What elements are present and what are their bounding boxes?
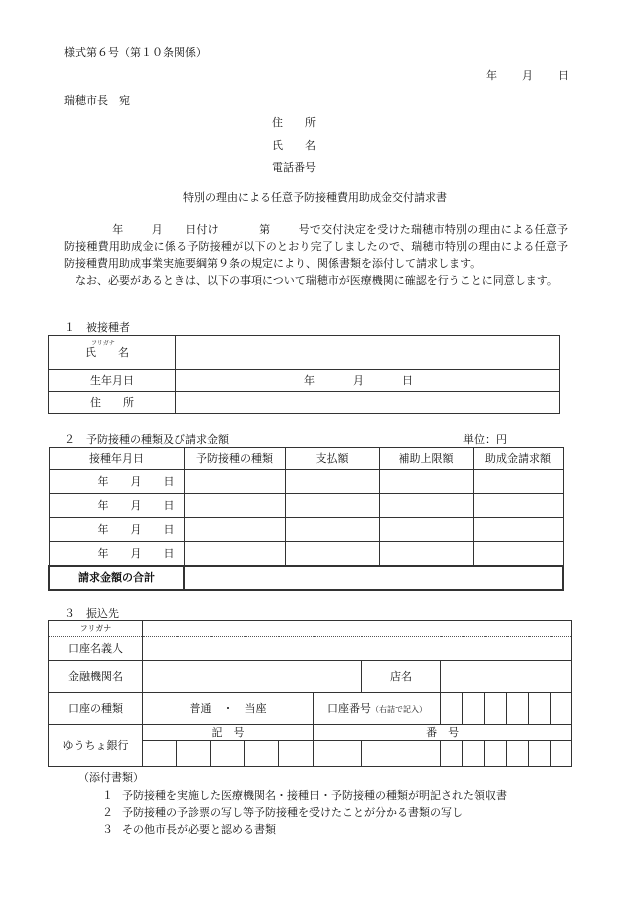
recipient-address-field[interactable] [176, 392, 560, 414]
applicant-phone-label: 電話番号 [272, 161, 316, 174]
bank-name-field[interactable] [143, 661, 362, 693]
bango-digit[interactable] [529, 741, 551, 767]
attachment-text-3: その他市長が必要と認める書類 [122, 823, 276, 836]
recipient-name-label [49, 336, 176, 370]
bango-digit[interactable] [507, 741, 529, 767]
row-limit[interactable] [379, 494, 473, 518]
applicant-address-label: 住 所 [272, 116, 316, 129]
row-request[interactable] [473, 542, 563, 566]
table-row [49, 494, 563, 518]
row-date[interactable]: 年 月 日 [49, 494, 184, 518]
bango-digit[interactable] [362, 741, 441, 767]
addressee: 瑞穂市長 宛 [64, 94, 130, 107]
date-year: 年 [486, 69, 497, 82]
table-row [49, 470, 563, 494]
bango-digit[interactable] [441, 741, 463, 767]
bank-furigana-label: フリガナ [49, 621, 143, 637]
dob-year-label: 年 [304, 374, 315, 387]
row-vaccine[interactable] [184, 542, 285, 566]
bango-digit[interactable] [551, 741, 572, 767]
row-limit[interactable] [379, 542, 473, 566]
attachment-num-1: １ [102, 789, 113, 802]
bank-table [48, 620, 572, 767]
kigo-header: 記 号 [143, 725, 314, 741]
account-digit[interactable] [441, 693, 463, 725]
header-vaccine-type: 予防接種の種類 [184, 448, 285, 470]
account-type-label: 口座の種類 [49, 693, 143, 725]
account-digit[interactable] [507, 693, 529, 725]
recipient-furigana: フリガナ [91, 340, 115, 347]
bank-furigana-field[interactable] [143, 621, 572, 637]
kigo-digit[interactable] [279, 741, 314, 767]
total-field[interactable] [184, 566, 563, 590]
dob-day-label: 日 [402, 374, 413, 387]
row-date[interactable]: 年 月 日 [49, 518, 184, 542]
header-subsidy-limit: 補助上限額 [379, 448, 473, 470]
unit-label: 単位：円 [463, 433, 507, 446]
attachment-text-1: 予防接種を実施した医療機関名・接種日・予防接種の種類が明記された領収書 [122, 789, 507, 802]
recipient-address-label: 住 所 [49, 392, 176, 414]
recipient-dob-field[interactable] [176, 370, 560, 392]
body-paragraph-1: 年 月 日付け 第 号で交付決定を受けた瑞穂市特別の理由による任意予防接種費用助成金に係る予防接種が以下のとおり完了しましたので、瑞穂市特別の理由による任意予防接種費用助成事業実施要綱第９条の規定により、関係書類を添付して請求します。 [64, 223, 569, 270]
date-day: 日 [558, 69, 569, 82]
section3-heading: ３ 振込先 [64, 607, 119, 620]
attachment-text-2: 予防接種の予診票の写し等予防接種を受けたことが分かる書類の写し [122, 806, 463, 819]
table-row [49, 542, 563, 566]
header-request-amount: 助成金請求額 [473, 448, 563, 470]
branch-field[interactable] [441, 661, 572, 693]
row-vaccine[interactable] [184, 494, 285, 518]
kigo-digit[interactable] [245, 741, 279, 767]
account-digit[interactable] [551, 693, 572, 725]
account-digit[interactable] [485, 693, 507, 725]
row-vaccine[interactable] [184, 518, 285, 542]
vaccination-table [48, 447, 564, 591]
attachments-heading: （添付書類） [78, 771, 144, 784]
row-request[interactable] [473, 518, 563, 542]
kigo-digit[interactable] [143, 741, 177, 767]
recipient-table [48, 335, 560, 414]
total-label: 請求金額の合計 [49, 566, 184, 590]
bango-digit[interactable] [463, 741, 485, 767]
branch-label: 店名 [362, 661, 441, 693]
account-number-label: 口座番号（右詰で記入） [314, 693, 441, 725]
row-date[interactable]: 年 月 日 [49, 542, 184, 566]
table-row [49, 518, 563, 542]
dob-month-label: 月 [353, 374, 364, 387]
account-digit[interactable] [529, 693, 551, 725]
row-limit[interactable] [379, 518, 473, 542]
header-date: 接種年月日 [49, 448, 184, 470]
row-paid[interactable] [285, 494, 379, 518]
bango-header: 番 号 [314, 725, 572, 741]
kigo-digit[interactable] [211, 741, 245, 767]
account-holder-label: 口座名義人 [49, 637, 143, 661]
attachment-num-2: ２ [102, 806, 113, 819]
recipient-name-field[interactable] [176, 336, 560, 370]
header-paid-amount: 支払額 [285, 448, 379, 470]
yucho-label: ゆうちょ銀行 [49, 725, 143, 767]
account-digit[interactable] [463, 693, 485, 725]
row-request[interactable] [473, 470, 563, 494]
applicant-name-label: 氏 名 [272, 139, 316, 152]
row-limit[interactable] [379, 470, 473, 494]
account-holder-field[interactable] [143, 637, 572, 661]
bango-digit[interactable] [485, 741, 507, 767]
bank-name-label: 金融機関名 [49, 661, 143, 693]
row-paid[interactable] [285, 470, 379, 494]
row-paid[interactable] [285, 518, 379, 542]
attachment-num-3: ３ [102, 823, 113, 836]
row-vaccine[interactable] [184, 470, 285, 494]
row-request[interactable] [473, 494, 563, 518]
body-paragraph-2: なお、必要があるときは、以下の事項について瑞穂市が医療機関に確認を行うことに同意します。 [75, 274, 558, 287]
document-title: 特別の理由による任意予防接種費用助成金交付請求書 [183, 191, 447, 204]
account-type-options[interactable]: 普通 ・ 当座 [143, 693, 314, 725]
date-month: 月 [522, 69, 533, 82]
row-paid[interactable] [285, 542, 379, 566]
section1-heading: １ 被接種者 [64, 321, 130, 334]
recipient-dob-label: 生年月日 [49, 370, 176, 392]
row-date[interactable]: 年 月 日 [49, 470, 184, 494]
kigo-digit[interactable] [177, 741, 211, 767]
section2-heading: ２ 予防接種の種類及び請求金額 [64, 433, 229, 446]
form-number: 様式第６号（第１０条関係） [64, 46, 207, 59]
bango-digit[interactable] [314, 741, 362, 767]
recipient-name-text: 氏 名 [85, 346, 129, 359]
